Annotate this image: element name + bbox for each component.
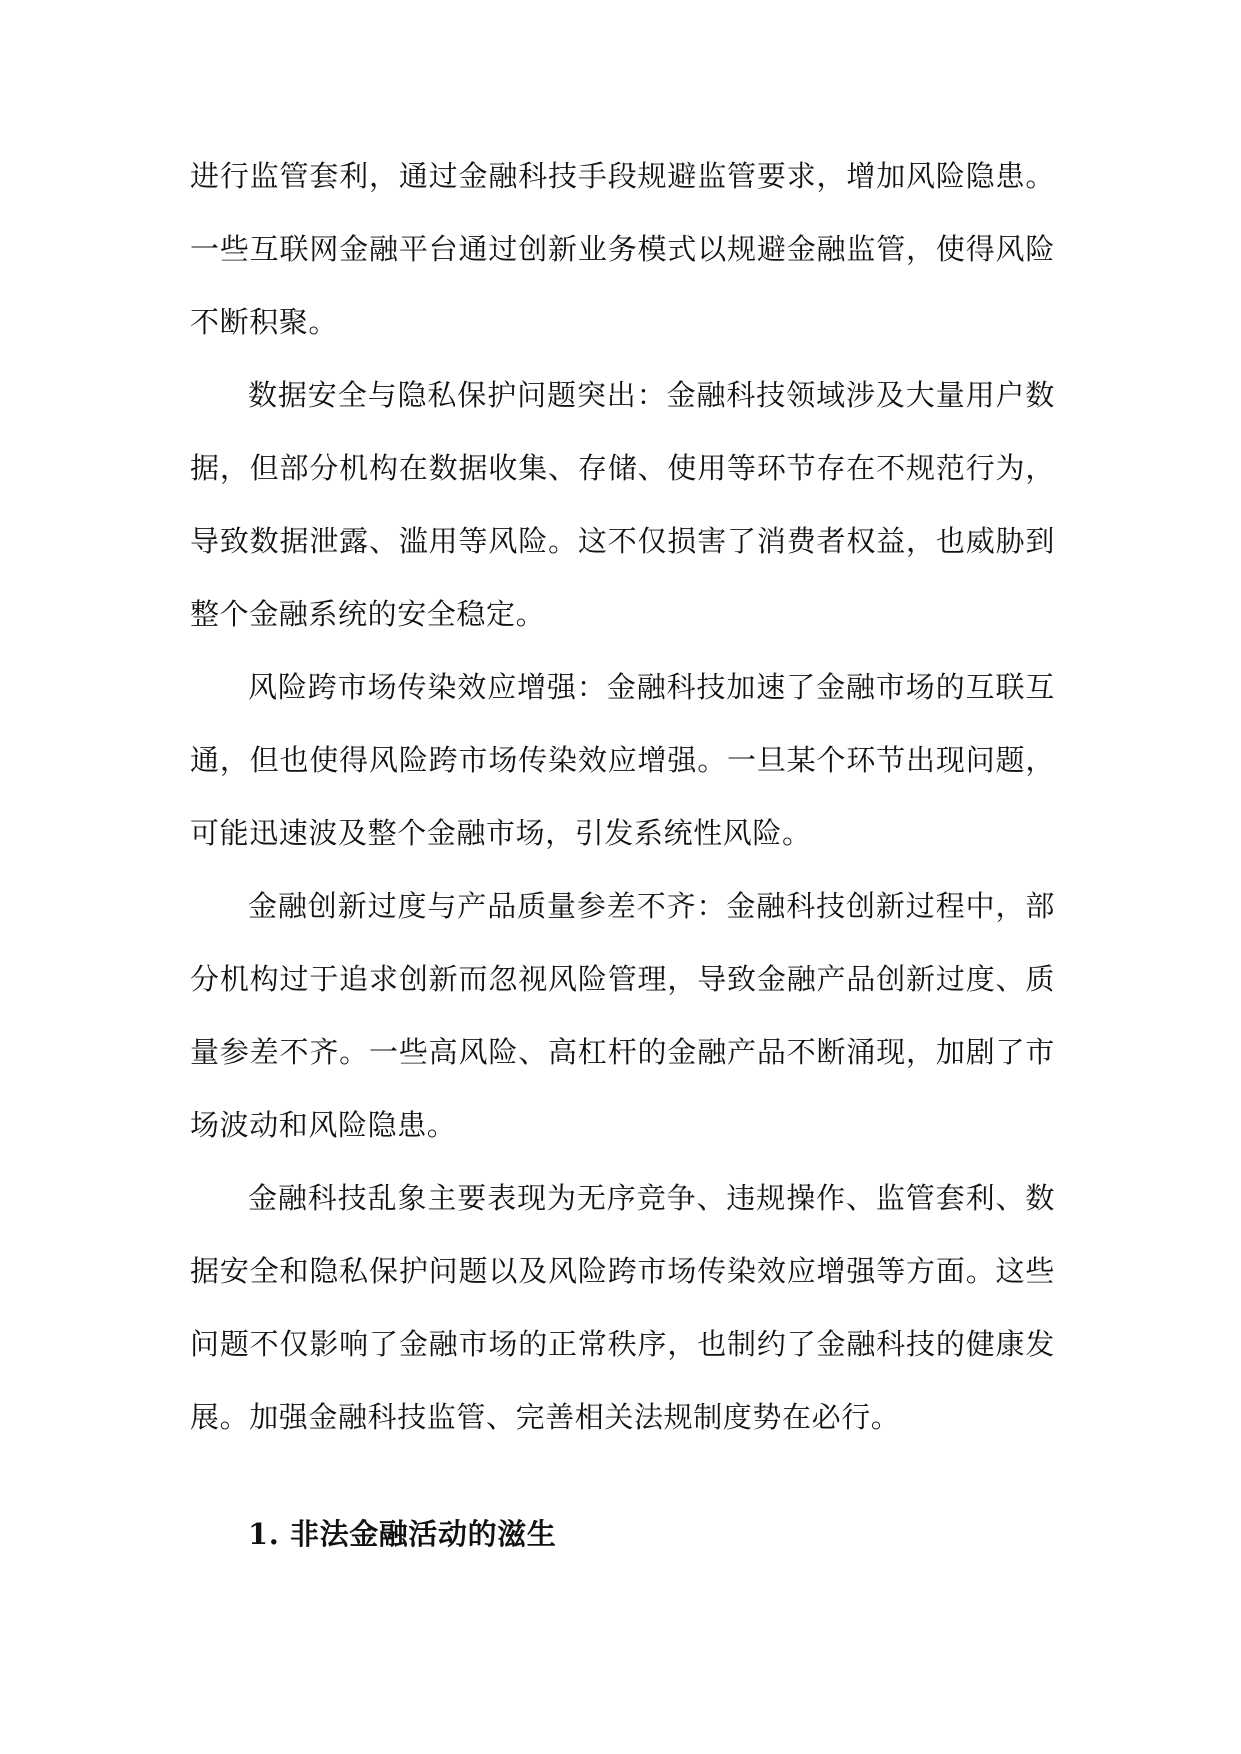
page-content	[190, 140, 1055, 1571]
paragraph-risk-contagion: 风险跨市场传染效应增强：金融科技加速了金融市场的互联互通，但也使得风险跨市场传染效应增强。一旦某个环节出现问题，可能迅速波及整个金融市场，引发系统性风险。	[190, 670, 1055, 850]
section-heading-text: 非法金融活动的滋生	[290, 1517, 557, 1551]
paragraph-continuation: 进行监管套利，通过金融科技手段规避监管要求，增加风险隐患。一些互联网金融平台通过创新业务模式以规避金融监管，使得风险不断积聚。	[190, 159, 1055, 339]
section-heading	[190, 1498, 1055, 1571]
paragraph-over-innovation: 金融创新过度与产品质量参差不齐：金融科技创新过程中，部分机构过于追求创新而忽视风险管理，导致金融产品创新过度、质量参差不齐。一些高风险、高杠杆的金融产品不断涌现，加剧了市场波动和风险隐患。	[190, 889, 1055, 1142]
paragraph-summary: 金融科技乱象主要表现为无序竞争、违规操作、监管套利、数据安全和隐私保护问题以及风险跨市场传染效应增强等方面。这些问题不仅影响了金融市场的正常秩序，也制约了金融科技的健康发展。加强金融科技监管、完善相关法规制度势在必行。	[190, 1181, 1055, 1434]
paragraph-data-security: 数据安全与隐私保护问题突出：金融科技领域涉及大量用户数据，但部分机构在数据收集、存储、使用等环节存在不规范行为，导致数据泄露、滥用等风险。这不仅损害了消费者权益，也威胁到整个金融系统的安全稳定。	[190, 378, 1055, 631]
section-heading-number: 1.	[248, 1517, 280, 1551]
